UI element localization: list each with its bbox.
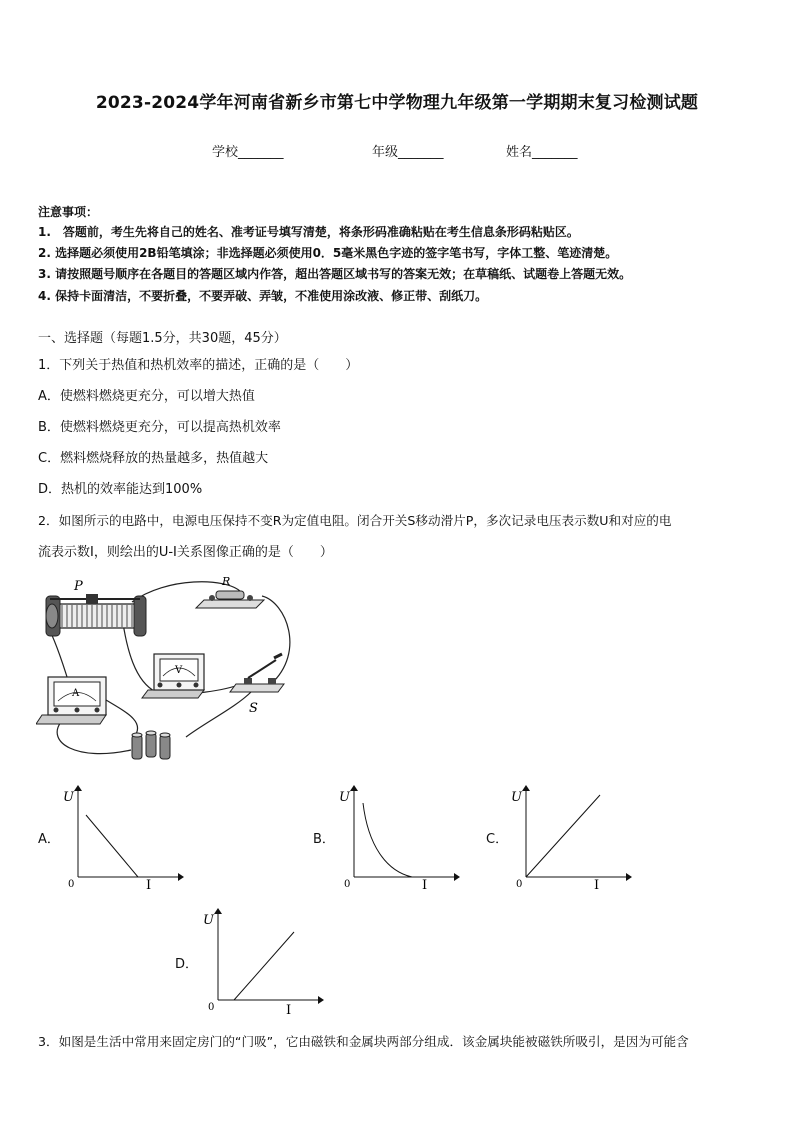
graph-b[interactable] [336,785,461,895]
graph-a-origin: 0 [68,879,75,890]
q1-option-b: B．使燃料燃烧更充分，可以提高热机效率 [38,420,281,435]
graph-b-origin: 0 [344,879,351,890]
graph-c-xlabel: I [594,878,600,893]
graph-b-xlabel: I [422,878,428,893]
note-item: 3. 请按照题号顺序在各题目的答题区域内作答，超出答题区域书写的答案无效；在草稿纸、试题卷上答题无效。 [38,267,632,281]
note-item: 4. 保持卡面清洁，不要折叠，不要弄破、弄皱，不准使用涂改液、修正带、刮纸刀。 [38,289,488,303]
ammeter-icon [36,677,106,724]
graph-d-xlabel: I [286,1003,292,1018]
graph-c-ylabel: U [511,790,522,805]
ammeter-label: A [72,688,80,699]
q1-option-d: D．热机的效率能达到100% [38,482,203,497]
school-field: 学校_______ [212,145,284,160]
graph-b-ylabel: U [339,790,350,805]
name-field: 姓名_______ [506,145,578,160]
graph-a-xlabel: I [146,878,152,893]
notes-heading: 注意事项： [38,205,99,219]
graph-d-origin: 0 [208,1002,215,1013]
slider-p-label: P [74,579,83,594]
rheostat-icon [46,594,146,636]
graph-d-ylabel: U [203,913,214,928]
graph-a-ylabel: U [63,790,74,805]
grade-field: 年级_______ [372,145,444,160]
question-2-stem-line1: 2．如图所示的电路中，电源电压保持不变R为定值电阻。闭合开关S移动滑片P，多次记录电压表示数U和对应的电 [38,513,672,528]
note-item: 2. 选择题必须使用2B铅笔填涂；非选择题必须使用0．5毫米黑色字迹的签字笔书写，字体工整、笔迹清楚。 [38,246,618,260]
note-item: 1. 答题前，考生先将自己的姓名、准考证号填写清楚，将条形码准确粘贴在考生信息条形码粘贴区。 [38,225,579,239]
voltmeter-label: V [175,665,183,676]
switch-s-label: S [249,701,258,716]
graph-a[interactable] [60,785,185,895]
graph-d-letter: D． [175,957,199,972]
section-heading: 一、选择题（每题1.5分，共30题，45分） [38,331,287,346]
question-2-stem-line2: 流表示数I，则绘出的U-I关系图像正确的是（ ） [38,545,333,560]
switch-icon [230,654,284,692]
graph-c-origin: 0 [516,879,523,890]
graph-c-letter: C． [486,832,509,847]
question-1-stem: 1．下列关于热值和热机效率的描述，正确的是（ ） [38,358,359,373]
resistor-r-label: R [222,575,231,588]
graph-b-letter: B． [313,832,335,847]
graph-c[interactable] [508,785,633,895]
graph-d[interactable] [200,908,325,1018]
resistor-icon [196,591,264,608]
graph-a-letter: A． [38,832,60,847]
page-title: 2023-2024学年河南省新乡市第七中学物理九年级第一学期期末复习检测试题 [95,93,699,113]
voltmeter-icon [142,654,204,698]
q1-option-c: C．燃料燃烧释放的热量越多，热值越大 [38,451,269,466]
question-3-stem: 3．如图是生活中常用来固定房门的“门吸”，它由磁铁和金属块两部分组成．该金属块能被磁铁所吸引，是因为可能含 [38,1034,689,1049]
circuit-diagram [36,572,296,770]
q1-option-a: A．使燃料燃烧更充分，可以增大热值 [38,389,255,404]
battery-icon [132,731,170,759]
